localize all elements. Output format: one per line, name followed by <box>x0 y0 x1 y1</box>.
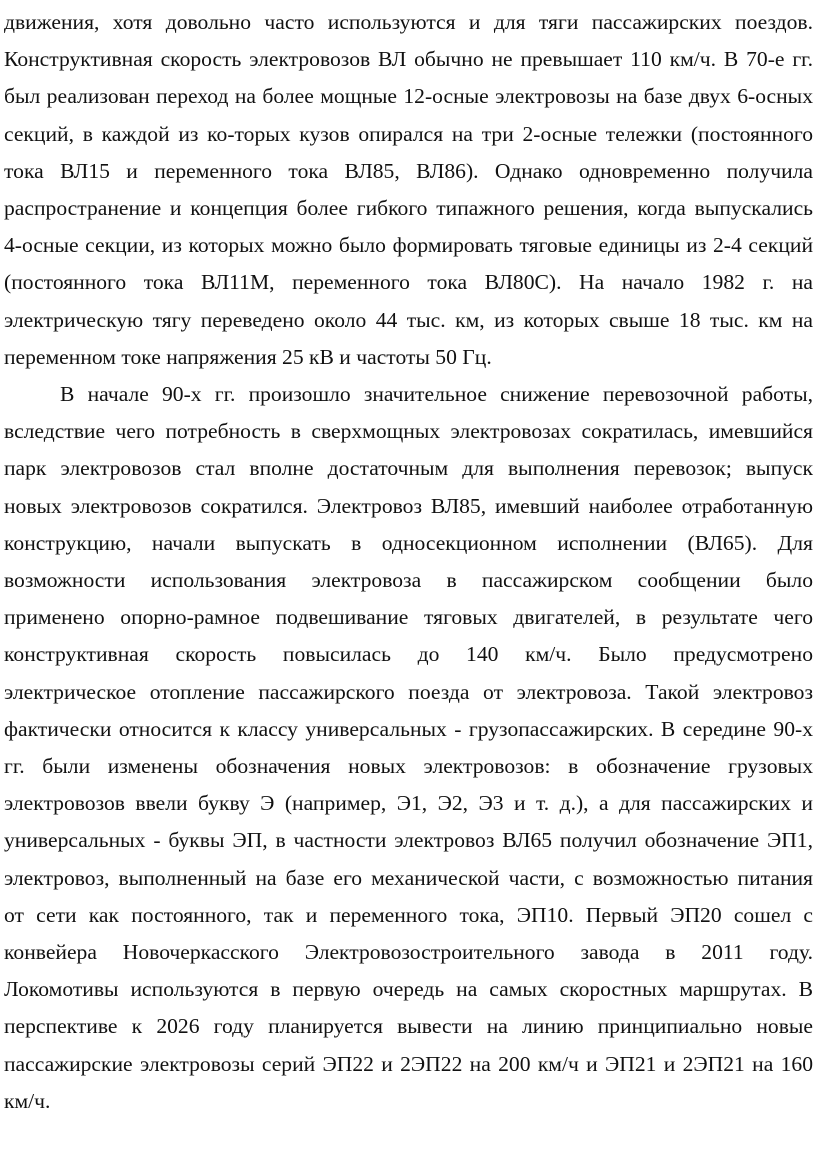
text-line: фактически относится к классу универсальных - грузопассажирских. В середине 90-х <box>4 716 813 741</box>
text-line: новых электровозов сократился. Электровоз ВЛ85, имевший наиболее отработанную <box>4 493 813 518</box>
text-line: электрическую тягу переведено около 44 тыс. км, из которых свыше 18 тыс. км на <box>4 307 813 332</box>
text-line: возможности использования электровоза в пассажирском сообщении было <box>4 568 813 593</box>
text-line: распространение и концепция более гибкого типажного решения, когда выпускались <box>4 196 813 221</box>
text-line: конструктивная скорость повысилась до 140 км/ч. Было предусмотрено <box>4 642 813 667</box>
text-line: конструкцию, начали выпускать в односекционном исполнении (ВЛ65). Для <box>4 530 813 555</box>
text-line: секций, в каждой из ко-торых кузов опирался на три 2-осные тележки (постоянного <box>4 121 813 146</box>
text-line: км/ч. <box>4 1088 51 1113</box>
text-line: перспективе к 2026 году планируется вывести на линию принципиально новые <box>4 1014 813 1039</box>
text-line: электрическое отопление пассажирского поезда от электровоза. Такой электровоз <box>4 679 813 704</box>
text-line: электровозов ввели букву Э (например, Э1, Э2, Э3 и т. д.), а для пассажирских и <box>4 791 813 816</box>
text-line: пассажирские электровозы серий ЭП22 и 2ЭП22 на 200 км/ч и ЭП21 и 2ЭП21 на 160 <box>4 1051 813 1076</box>
text-line: парк электровозов стал вполне достаточным для выполнения перевозок; выпуск <box>4 456 813 481</box>
text-line: Конструктивная скорость электровозов ВЛ обычно не превышает 110 км/ч. В 70-е гг. <box>4 47 813 72</box>
text-line: 4-осные секции, из которых можно было формировать тяговые единицы из 2-4 секций <box>4 233 813 258</box>
paragraph-2 <box>4 376 813 1120</box>
text-line: движения, хотя довольно часто используются и для тяги пассажирских поездов. <box>4 10 813 34</box>
text-line: применено опорно-рамное подвешивание тяговых двигателей, в результате чего <box>4 605 813 630</box>
text-line: тока ВЛ15 и переменного тока ВЛ85, ВЛ86). Однако одновременно получила <box>4 158 813 183</box>
text-line: (постоянного тока ВЛ11М, переменного тока ВЛ80С). На начало 1982 г. на <box>4 270 813 295</box>
text-line: конвейера Новочеркасского Электровозостроительного завода в 2011 году. <box>4 940 813 965</box>
text-line: В начале 90-х гг. произошло значительное снижение перевозочной работы, <box>60 382 813 407</box>
text-line: переменном токе напряжения 25 кВ и частоты 50 Гц. <box>4 344 492 369</box>
text-line: был реализован переход на более мощные 12-осные электровозы на базе двух 6-осных <box>4 84 813 109</box>
text-line: вследствие чего потребность в сверхмощных электровозах сократилась, имевшийся <box>4 419 813 444</box>
paragraph-1 <box>4 4 813 376</box>
text-line: универсальных - буквы ЭП, в частности электровоз ВЛ65 получил обозначение ЭП1, <box>4 828 813 853</box>
text-line: электровоз, выполненный на базе его механической части, с возможностью питания <box>4 865 813 890</box>
text-line: Локомотивы используются в первую очередь на самых скоростных маршрутах. В <box>4 977 813 1002</box>
text-line: гг. были изменены обозначения новых электровозов: в обозначение грузовых <box>4 754 813 779</box>
text-line: от сети как постоянного, так и переменного тока, ЭП10. Первый ЭП20 сошел с <box>4 902 813 927</box>
